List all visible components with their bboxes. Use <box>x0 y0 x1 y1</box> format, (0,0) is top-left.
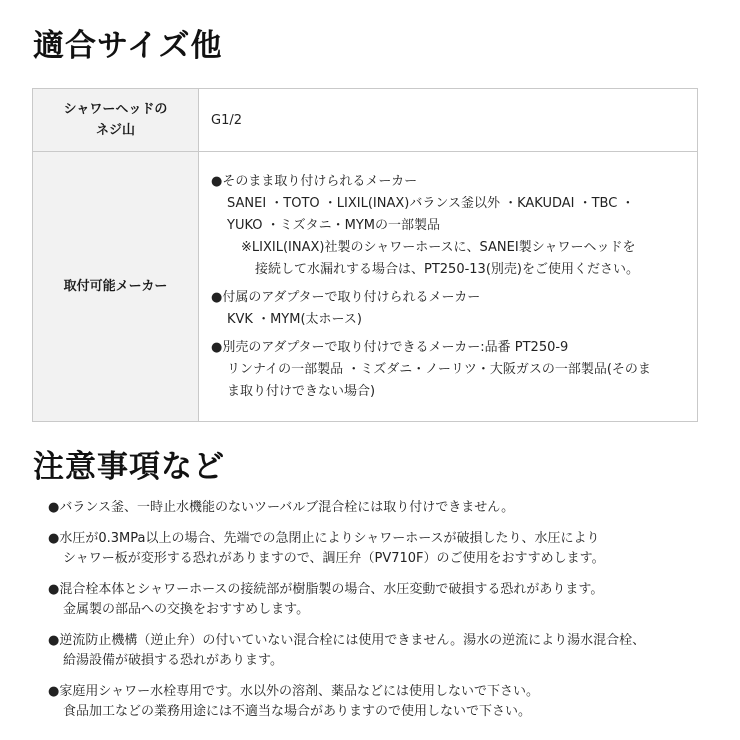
maker-group-heading: ●別売のアダプターで取り付けできるメーカー:品番 PT250-9 <box>211 339 569 355</box>
precaution-item <box>48 682 728 722</box>
section-title-precautions: 注意事項など <box>33 449 225 485</box>
precaution-item <box>48 631 728 671</box>
maker-group-line: KVK ・MYM(太ホース) <box>227 311 362 327</box>
precaution-line: ●家庭用シャワー水栓専用です。水以外の溶剤、薬品などには使用しないで下さい。 <box>48 684 540 699</box>
spec-value-makers <box>199 152 698 422</box>
precaution-item <box>48 498 728 518</box>
maker-group-line: YUKO ・ミズタニ・MYMの一部製品 <box>227 217 441 233</box>
section-title-fit-size: 適合サイズ他 <box>33 28 223 64</box>
precaution-line: ●水圧が0.3MPa以上の場合、先端での急閉止によりシャワーホースが破損したり、水圧により <box>48 531 600 546</box>
maker-group-direct <box>211 171 696 281</box>
spec-table <box>32 88 698 422</box>
precaution-line: 金属製の部品への交換をおすすめします。 <box>63 602 310 617</box>
maker-group-heading: ●そのまま取り付けられるメーカー <box>211 173 418 189</box>
maker-group-optional-adapter <box>211 337 696 403</box>
maker-list <box>211 171 696 403</box>
precaution-item <box>48 529 728 569</box>
maker-note-line: 接続して水漏れする場合は、PT250-13(別売)をご使用ください。 <box>255 261 639 277</box>
maker-group-heading: ●付属のアダプターで取り付けられるメーカー <box>211 289 481 305</box>
maker-group-included-adapter <box>211 287 696 331</box>
precaution-line: ●逆流防止機構（逆止弁）の付いていない混合栓には使用できません。湯水の逆流により湯水混合栓、 <box>48 633 646 648</box>
precaution-line: 食品加工などの業務用途には不適当な場合がありますので使用しないで下さい。 <box>63 704 532 719</box>
precaution-line: ●バランス釜、一時止水機能のないツーバルブ混合栓には取り付けできません。 <box>48 500 515 515</box>
spec-row-thread <box>33 89 698 152</box>
maker-group-line: SANEI ・TOTO ・LIXIL(INAX)バランス釜以外 ・KAKUDAI ・TBC ・ <box>227 195 635 211</box>
maker-note-line: ※LIXIL(INAX)社製のシャワーホースに、SANEI製シャワーヘッドを <box>241 239 636 255</box>
precaution-line: ●混合栓本体とシャワーホースの接続部が樹脂製の場合、水圧変動で破損する恐れがあります。 <box>48 582 604 597</box>
spec-value-thread: G1/2 <box>199 89 698 152</box>
precaution-item <box>48 580 728 620</box>
spec-header-thread-line-2: ネジ山 <box>95 123 135 138</box>
maker-group-line: ま取り付けできない場合) <box>227 383 376 399</box>
spec-header-thread <box>33 89 199 152</box>
precaution-line: シャワー板が変形する恐れがありますので、調圧弁（PV710F）のご使用をおすすめします。 <box>63 551 605 566</box>
precaution-line: 給湯設備が破損する恐れがあります。 <box>63 653 283 668</box>
maker-group-line: リンナイの一部製品 ・ミズダニ・ノーリツ・大阪ガスの一部製品(そのま <box>227 361 651 377</box>
precaution-list <box>48 498 728 733</box>
spec-header-makers: 取付可能メーカー <box>33 152 199 422</box>
spec-row-makers <box>33 152 698 422</box>
spec-header-thread-line-1: シャワーヘッドの <box>63 102 168 117</box>
